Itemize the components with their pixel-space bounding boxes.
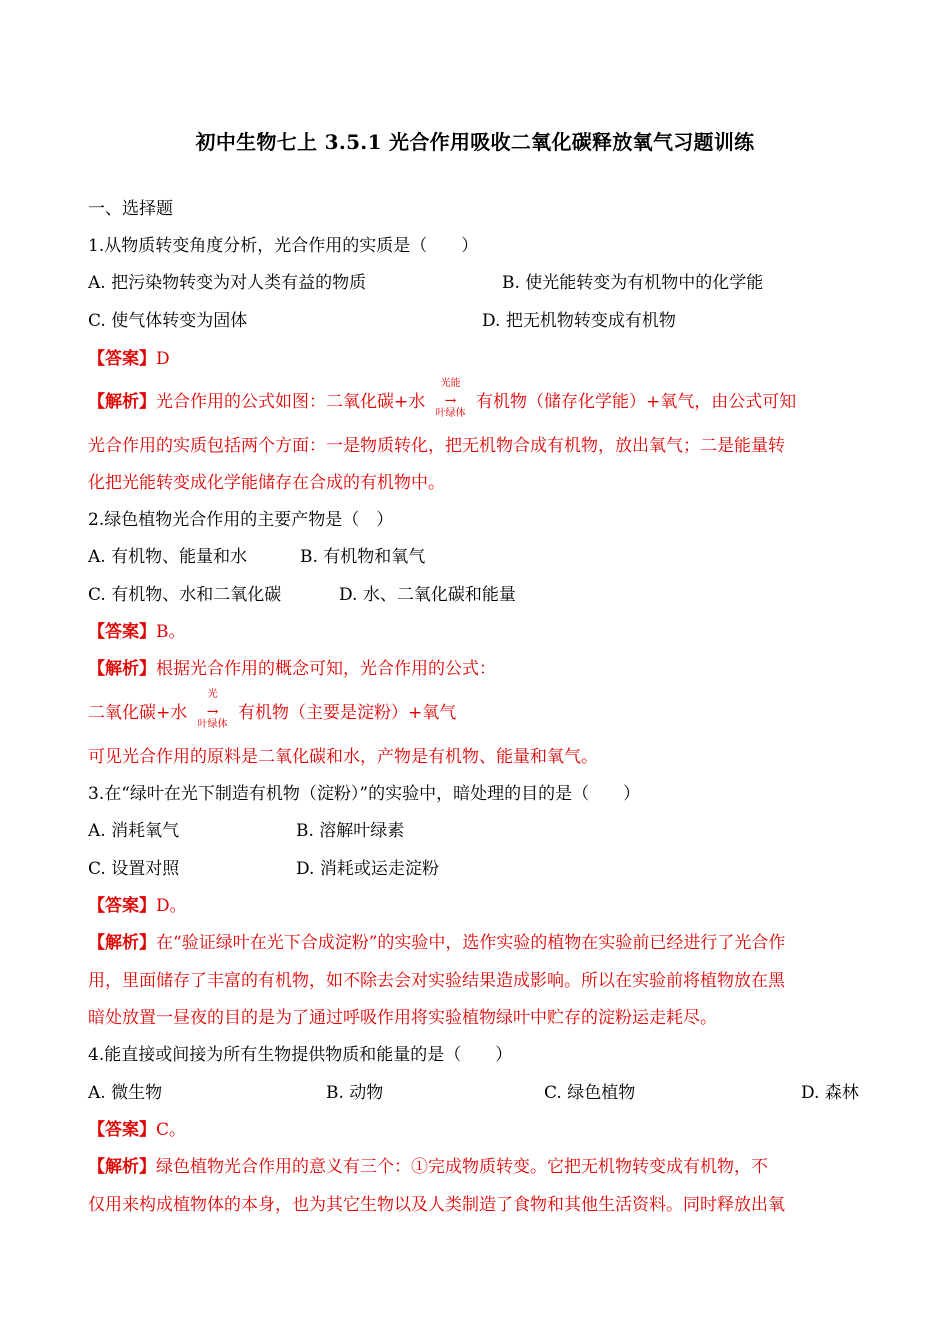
q2-analysis-line-3: 可见光合作用的原料是二氧化碳和水，产物是有机物、能量和氧气。 xyxy=(88,747,598,767)
q1-option-c: C. 使气体转变为固体 xyxy=(88,311,248,331)
arrow-condition-top: 光能 xyxy=(440,377,461,389)
arrow-condition-bottom: 叶绿体 xyxy=(435,407,466,419)
analysis-text: 绿色植物光合作用的意义有三个：①完成物质转变。它把无机物转变成有机物，不 xyxy=(156,1157,768,1177)
q3-analysis-line-2: 用，里面储存了丰富的有机物，如不除去会对实验结果造成影响。所以在实验前将植物放在黑 xyxy=(88,971,785,991)
arrow-condition-bottom: 叶绿体 xyxy=(197,718,228,730)
answer-value: D。 xyxy=(156,896,187,916)
q2-analysis-line-1 xyxy=(88,658,496,680)
answer-tag: 【答案】 xyxy=(88,349,156,369)
q4-option-b: B. 动物 xyxy=(326,1083,384,1103)
analysis-tag: 【解析】 xyxy=(88,933,156,953)
answer-tag: 【答案】 xyxy=(88,1120,156,1140)
arrow-symbol: → xyxy=(444,392,457,409)
q3-answer xyxy=(88,895,187,917)
analysis-text: 光合作用的公式如图：二氧化碳+水 xyxy=(156,392,426,412)
analysis-tag: 【解析】 xyxy=(88,392,156,412)
reaction-arrow xyxy=(193,688,233,730)
formula-products: 有机物（主要是淀粉）+氧气 xyxy=(238,703,457,723)
q1-analysis-line-2: 光合作用的实质包括两个方面：一是物质转化，把无机物合成有机物，放出氧气；二是能量转 xyxy=(88,436,785,456)
q4-option-c: C. 绿色植物 xyxy=(544,1083,636,1103)
answer-tag: 【答案】 xyxy=(88,896,156,916)
q3-option-d: D. 消耗或运走淀粉 xyxy=(296,859,439,879)
q1-analysis-line-1 xyxy=(88,377,797,419)
q4-analysis-line-1 xyxy=(88,1156,768,1178)
page-title: 初中生物七上 3.5.1 光合作用吸收二氧化碳释放氧气习题训练 xyxy=(195,130,755,154)
q3-option-b: B. 溶解叶绿素 xyxy=(296,821,405,841)
q1-option-b: B. 使光能转变为有机物中的化学能 xyxy=(502,273,764,293)
q2-answer xyxy=(88,621,186,643)
formula-reactants: 二氧化碳+水 xyxy=(88,703,188,723)
arrow-symbol: → xyxy=(206,703,219,720)
q3-stem: 3.在“绿叶在光下制造有机物（淀粉）”的实验中，暗处理的目的是（ ） xyxy=(88,784,641,804)
q4-option-d: D. 森林 xyxy=(801,1083,859,1103)
q2-option-d: D. 水、二氧化碳和能量 xyxy=(339,585,516,605)
q3-option-a: A. 消耗氧气 xyxy=(88,821,180,841)
analysis-tag: 【解析】 xyxy=(88,659,156,679)
q1-option-d: D. 把无机物转变成有机物 xyxy=(482,311,676,331)
q4-analysis-line-2: 仅用来构成植物体的本身，也为其它生物以及人类制造了食物和其他生活资料。同时释放出氧 xyxy=(88,1195,785,1215)
arrow-condition-top: 光 xyxy=(207,688,218,700)
q4-stem: 4.能直接或间接为所有生物提供物质和能量的是（ ） xyxy=(88,1045,513,1065)
q4-answer xyxy=(88,1119,186,1141)
q4-option-a: A. 微生物 xyxy=(88,1083,163,1103)
q3-analysis-line-1 xyxy=(88,932,785,954)
q2-stem: 2.绿色植物光合作用的主要产物是（ ） xyxy=(88,510,394,530)
answer-value: B。 xyxy=(156,622,186,642)
section-heading: 一、选择题 xyxy=(88,199,173,219)
q1-answer xyxy=(88,348,170,370)
answer-value: C。 xyxy=(156,1120,187,1140)
analysis-tag: 【解析】 xyxy=(88,1157,156,1177)
q2-option-a: A. 有机物、能量和水 xyxy=(88,547,248,567)
answer-value: D xyxy=(156,349,170,369)
analysis-text: 在“验证绿叶在光下合成淀粉”的实验中，选作实验的植物在实验前已经进行了光合作 xyxy=(156,933,786,953)
q1-option-a: A. 把污染物转变为对人类有益的物质 xyxy=(88,273,367,293)
analysis-text: 有机物（储存化学能）+氧气，由公式可知 xyxy=(476,392,797,412)
q2-formula xyxy=(88,688,457,730)
q1-stem: 1.从物质转变角度分析，光合作用的实质是（ ） xyxy=(88,236,479,256)
q3-option-c: C. 设置对照 xyxy=(88,859,180,879)
q2-option-c: C. 有机物、水和二氧化碳 xyxy=(88,585,282,605)
q2-option-b: B. 有机物和氧气 xyxy=(300,547,426,567)
answer-tag: 【答案】 xyxy=(88,622,156,642)
q1-analysis-line-3: 化把光能转变成化学能储存在合成的有机物中。 xyxy=(88,473,445,493)
q3-analysis-line-3: 暗处放置一昼夜的目的是为了通过呼吸作用将实验植物绿叶中贮存的淀粉运走耗尽。 xyxy=(88,1008,717,1028)
reaction-arrow xyxy=(431,377,471,419)
analysis-text: 根据光合作用的概念可知，光合作用的公式： xyxy=(156,659,496,679)
